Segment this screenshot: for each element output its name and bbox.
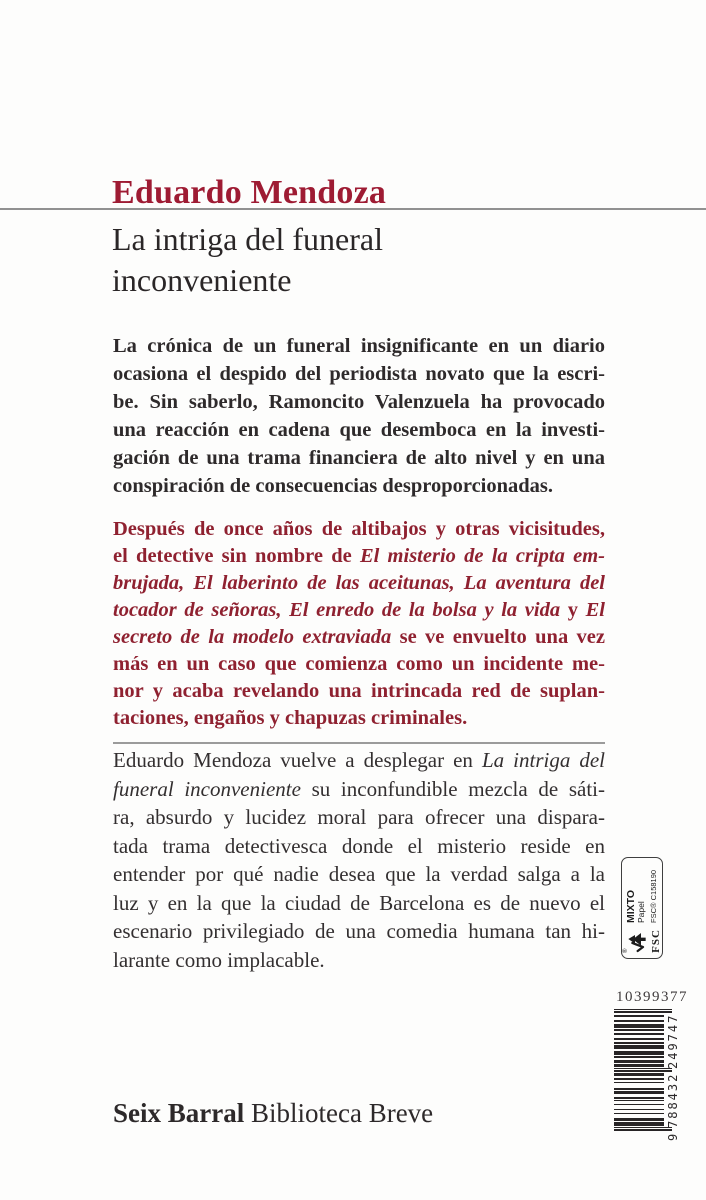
text-line: conspiración de consecuencias desproporcionadas. — [113, 475, 554, 497]
text-line: secreto de la modelo extraviada se ve envuelto una vez — [113, 626, 605, 648]
barcode-digits-group2: 249747 — [666, 1013, 680, 1069]
text-line: entender por qué nadie desea que la verdad salga a la — [113, 862, 605, 886]
product-code: 10399377 — [616, 989, 688, 1005]
barcode-digit-first: 9 — [666, 1133, 680, 1141]
text-line: el detective sin nombre de El misterio de la cripta em- — [113, 545, 605, 567]
text-line: nor y acaba revelando una intrincada red de suplan- — [113, 680, 605, 702]
text-line: La crónica de un funeral insignificante en un diario — [113, 335, 605, 357]
text-line: funeral inconveniente su inconfundible mezcla de sáti- — [113, 776, 605, 801]
author-name: Eduardo Mendoza — [112, 174, 387, 211]
fsc-license-code: FSC® C158190 — [648, 869, 658, 923]
review-paragraph — [113, 746, 605, 974]
text-line: Eduardo Mendoza vuelve a desplegar en La intriga del — [113, 748, 605, 772]
text-line: taciones, engaños y chapuzas criminales. — [113, 707, 468, 729]
text-line: tada trama detectivesca donde el misterio reside en — [113, 833, 605, 858]
series-paragraph — [113, 516, 605, 732]
barcode-bars — [614, 1009, 674, 1131]
barcode-digits-group1: 788432 — [666, 1072, 680, 1128]
text-line: escenario privilegiado de una comedia humana tan hi- — [113, 919, 605, 943]
text-line: tocador de señoras, El enredo de la bolsa y la vida y El — [113, 599, 605, 621]
text-line: larante como implacable. — [113, 947, 325, 972]
synopsis-paragraph — [113, 332, 605, 500]
registered-mark: ® — [622, 948, 628, 953]
text-line: brujada, El laberinto de las aceitunas, La aventura del — [113, 572, 605, 594]
isbn-barcode — [613, 1008, 685, 1140]
fsc-label-sub: Papel — [635, 901, 646, 923]
fsc-label-title: MIXTO — [624, 889, 637, 923]
fsc-wordmark: FSC — [649, 929, 661, 953]
book-title-line2: inconveniente — [112, 262, 292, 298]
text-line: be. Sin saberlo, Ramoncito Valenzuela ha provocado — [113, 391, 605, 413]
publisher-name: Seix Barral — [113, 1098, 245, 1128]
text-line: más en un caso que comienza como un incidente me- — [113, 653, 605, 675]
book-title — [112, 219, 383, 301]
publisher-line — [113, 1098, 433, 1129]
collection-name: Biblioteca Breve — [250, 1098, 434, 1128]
text-line: ra, absurdo y lucidez moral para ofrecer una dispara- — [113, 805, 605, 829]
text-line: gación de una trama financiera de alto nivel y en una — [113, 447, 605, 469]
text-line: una reacción en cadena que desemboca en la investi- — [113, 419, 605, 441]
text-line: luz y en la que la ciudad de Barcelona es de nuevo el — [113, 890, 605, 915]
text-line: Después de once años de altibajos y otras vicisitudes, — [113, 518, 605, 540]
section-divider-rule — [113, 742, 605, 744]
fsc-tree-icon — [626, 929, 650, 953]
text-line: ocasiona el despido del periodista novato que la escri- — [113, 363, 605, 385]
fsc-label — [617, 853, 666, 963]
book-title-line1: La intriga del funeral — [112, 221, 383, 257]
